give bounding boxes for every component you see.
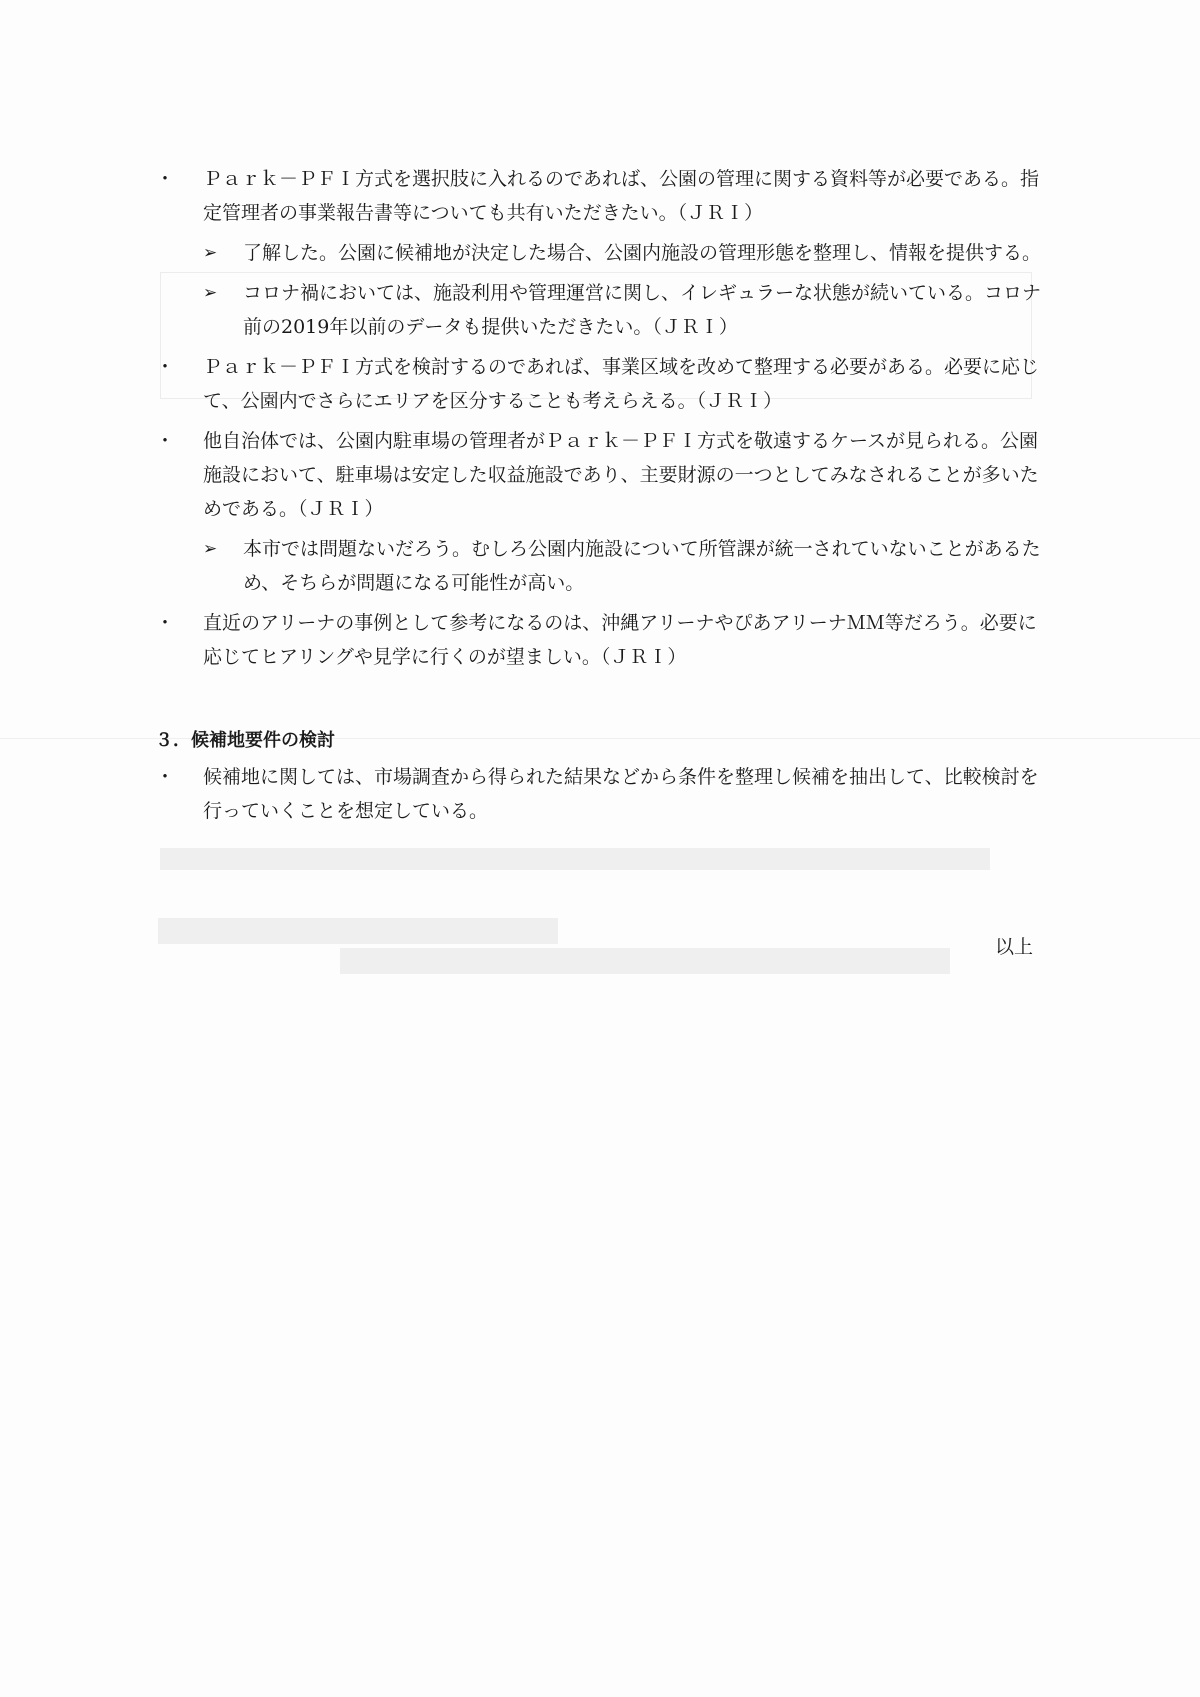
show-through-bar <box>158 918 558 944</box>
response-text: コロナ禍においては、施設利用や管理運営に関し、イレギュラーな状態が続いている。コロナ前の2019年以前のデータも提供いただきたい。（ＪＲＩ） <box>243 282 1042 338</box>
bullet-marker: ・ <box>155 356 175 378</box>
bullet-item <box>155 760 1055 828</box>
response-text: 本市では問題ないだろう。むしろ公園内施設について所管課が統一されていないことがあるため、そちらが問題になる可能性が高い。 <box>243 538 1041 594</box>
show-through-bar <box>160 848 990 870</box>
bullet-text: 直近のアリーナの事例として参考になるのは、沖縄アリーナやぴあアリーナＭＭ等だろう。必要に応じてヒアリングや見学に行くのが望ましい。（ＪＲＩ） <box>203 612 1037 668</box>
bullet-text: Ｐａｒｋ－ＰＦＩ方式を選択肢に入れるのであれば、公園の管理に関する資料等が必要である。指定管理者の事業報告書等についても共有いただきたい。（ＪＲＩ） <box>203 168 1040 224</box>
bullet-item <box>155 162 1055 230</box>
bullet-item <box>155 606 1055 674</box>
closing-mark: 以上 <box>995 936 1034 958</box>
bullet-marker: ・ <box>155 168 175 190</box>
bullet-text: Ｐａｒｋ－ＰＦＩ方式を検討するのであれば、事業区域を改めて整理する必要がある。必要に応じて、公園内でさらにエリアを区分することも考えらえる。（ＪＲＩ） <box>203 356 1040 412</box>
bullet-marker: ・ <box>155 766 175 788</box>
arrow-marker: ➢ <box>203 539 218 559</box>
arrow-marker: ➢ <box>203 243 218 263</box>
bullet-marker: ・ <box>155 430 175 452</box>
minutes-body <box>155 162 1055 834</box>
response-item <box>155 532 1055 600</box>
response-item <box>155 276 1055 344</box>
bullet-text: 候補地に関しては、市場調査から得られた結果などから条件を整理し候補を抽出して、比較検討を行っていくことを想定している。 <box>203 766 1039 822</box>
bullet-text: 他自治体では、公園内駐車場の管理者がＰａｒｋ－ＰＦＩ方式を敬遠するケースが見られる。公園施設において、駐車場は安定した収益施設であり、主要財源の一つとしてみなされることが多いためである。（ＪＲＩ） <box>203 430 1039 520</box>
section-heading: ３．候補地要件の検討 <box>155 730 335 751</box>
arrow-marker: ➢ <box>203 283 218 303</box>
response-text: 了解した。公園に候補地が決定した場合、公園内施設の管理形態を整理し、情報を提供する。 <box>243 242 1042 264</box>
bullet-marker: ・ <box>155 612 175 634</box>
response-item <box>155 236 1055 270</box>
show-through-bar <box>340 948 950 974</box>
bullet-item <box>155 350 1055 418</box>
bullet-item <box>155 424 1055 526</box>
